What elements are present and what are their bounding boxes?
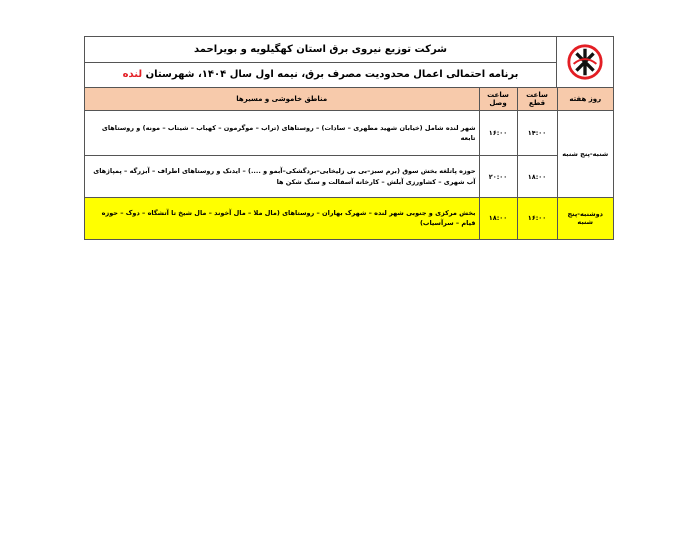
cut-time-cell: ۱۸:۰۰ <box>517 156 557 198</box>
table-header-row <box>85 88 613 111</box>
cut-time-cell: ۱۶:۰۰ <box>517 198 557 239</box>
cut-time-cell: ۱۴:۰۰ <box>517 111 557 156</box>
electric-tower-logo-icon <box>566 43 604 81</box>
header-day: روز هفته <box>557 88 613 111</box>
company-logo <box>556 37 613 87</box>
connect-time-cell: ۲۰:۰۰ <box>479 156 517 198</box>
schedule-table <box>85 88 613 239</box>
schedule-subtitle <box>85 63 556 88</box>
subtitle-prefix: برنامه احتمالی اعمال محدودیت مصرف برق، نیمه اول سال ۱۴۰۴، شهرستان <box>145 69 519 81</box>
day-cell: دوشنبه-پنج شنبه <box>557 198 613 239</box>
table-row <box>85 156 613 198</box>
areas-cell: شهر لنده شامل (خیابان شهید مطهری – سادات) – روستاهای (تراب – موگرمون – کهباب – شیتاب – مونه) و روستاهای تابعه <box>85 111 479 156</box>
table-row-highlighted <box>85 198 613 239</box>
header-connect-time: ساعت وصل <box>479 88 517 111</box>
areas-cell: بخش مرکزی و جنوبی شهر لنده – شهرک بهاران – روستاهای (مال ملا – مال آخوند – مال شیخ تا آتشگاه – دوک – حوزه قیام – سرآسیاب) <box>85 198 479 239</box>
connect-time-cell: ۱۸:۰۰ <box>479 198 517 239</box>
outage-schedule-sheet <box>84 36 614 240</box>
subtitle-city: لنده <box>122 69 143 81</box>
company-title: شرکت توزیع نیروی برق استان کهگیلویه و بویراحمد <box>85 37 556 63</box>
areas-cell: حوزه پاتلغه بخش سوق (برم سبز–بی بی زلیخایی–بردگشکی–آبمو و ....) – ایدنک و روستاهای اطراف – آبزرگه – پمپاژهای آب شهری – کشاورزی آبلش – کارخانه آسفالت و سنگ شکن ها <box>85 156 479 198</box>
sheet-header <box>85 37 613 88</box>
header-areas: مناطق خاموشی و مسیرها <box>85 88 479 111</box>
header-cut-time: ساعت قطع <box>517 88 557 111</box>
connect-time-cell: ۱۶:۰۰ <box>479 111 517 156</box>
title-block <box>85 37 556 87</box>
day-cell: شنبه-پنج شنبه <box>557 111 613 198</box>
table-row <box>85 111 613 156</box>
